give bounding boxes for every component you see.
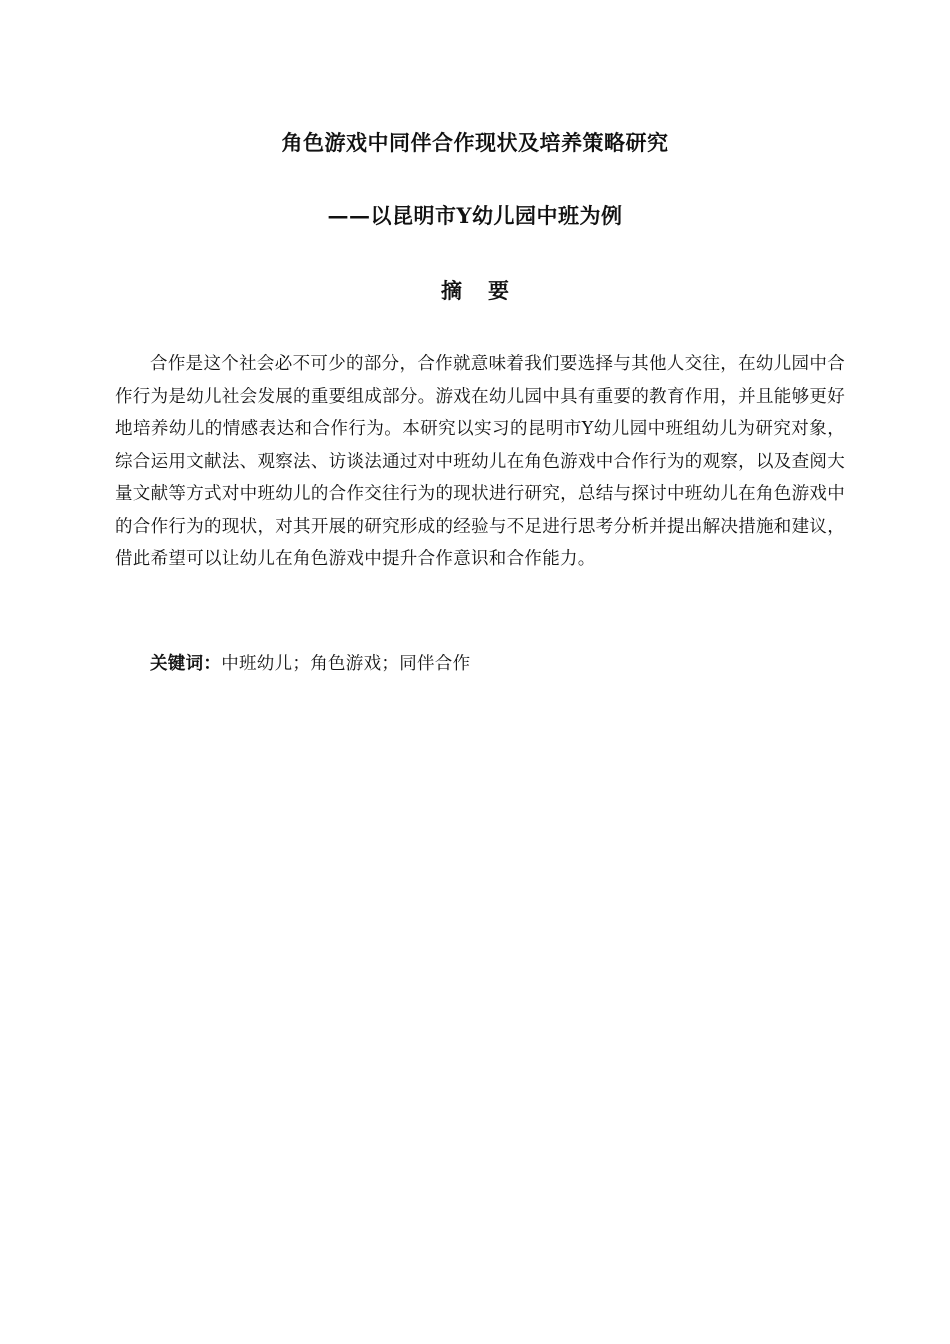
abstract-paragraph: 合作是这个社会必不可少的部分，合作就意味着我们要选择与其他人交往，在幼儿园中合作行为是幼儿社会发展的重要组成部分。游戏在幼儿园中具有重要的教育作用，并且能够更好地培养幼儿的情感表达和合作行为。本研究以实习的昆明市Y幼儿园中班组幼儿为研究对象，综合运用文献法、观察法、访谈法通过对中班幼儿在角色游戏中合作行为的观察，以及查阅大量文献等方式对中班幼儿的合作交往行为的现状进行研究，总结与探讨中班幼儿在角色游戏中的合作行为的现状，对其开展的研究形成的经验与不足进行思考分析并提出解决措施和建议，借此希望可以让幼儿在角色游戏中提升合作意识和合作能力。 [115, 354, 845, 569]
keywords-text: 中班幼儿；角色游戏；同伴合作 [221, 654, 471, 674]
keywords-label: 关键词： [150, 654, 222, 674]
abstract-heading-char-1: 摘 [441, 278, 462, 303]
keywords-line [150, 648, 470, 680]
abstract-heading-char-2: 要 [488, 278, 509, 303]
abstract-heading [0, 275, 950, 305]
paper-title: 角色游戏中同伴合作现状及培养策略研究 [281, 130, 669, 155]
paper-subtitle: ——以昆明市Y幼儿园中班为例 [327, 203, 623, 228]
